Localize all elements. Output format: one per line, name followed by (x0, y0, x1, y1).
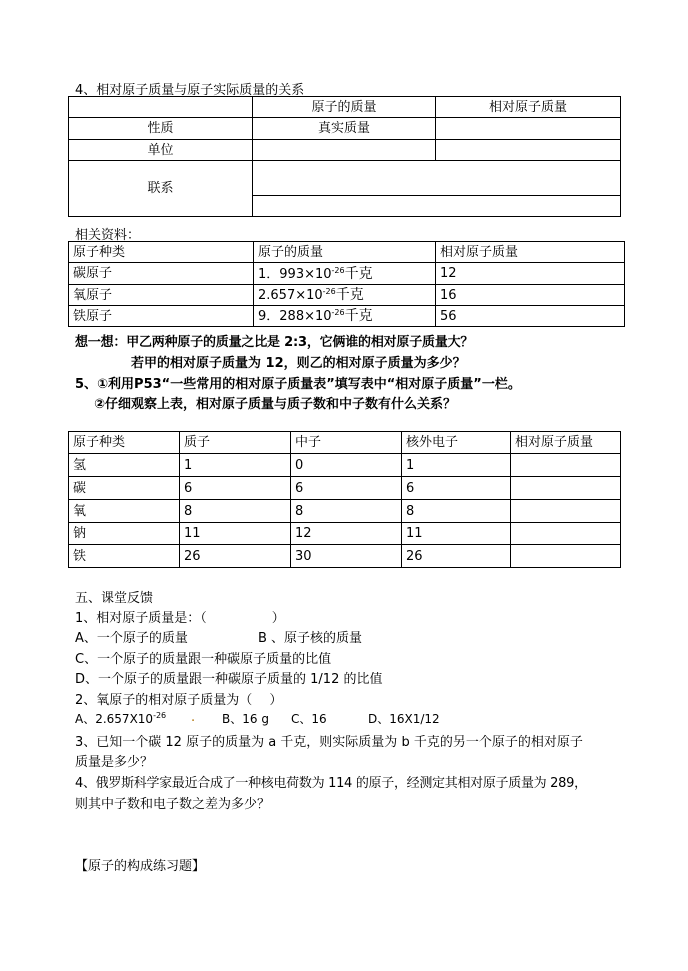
think-line2: 若甲的相对原子质量为 12，则乙的相对原子质量为多少？ (131, 356, 466, 371)
q2-option-b: B、16 g (222, 712, 269, 726)
atoms-relative-hydrogen (511, 454, 621, 477)
q3-line1: 3、已知一个碳 12 原子的质量为 a 千克，则实际质量为 b 千克的另一个原子的相对原子 (75, 735, 583, 750)
q1-option-a: A、一个原子的质量 (75, 631, 188, 646)
atoms-table (68, 431, 621, 568)
cell-property-relative (436, 118, 621, 140)
ref-relative-oxygen: 16 (436, 285, 625, 306)
atoms-kind-iron: 铁 (69, 545, 180, 568)
cell-property-mass: 真实质量 (253, 118, 436, 140)
atoms-relative-sodium (511, 523, 621, 545)
q2-dot-mark: . (191, 710, 196, 725)
atoms-kind-sodium: 钠 (69, 523, 180, 545)
atoms-relative-oxygen (511, 500, 621, 523)
section5-line2: ②仔细观察上表，相对原子质量与质子数和中子数有什么关系？ (94, 397, 457, 412)
ref-relative-iron: 56 (436, 306, 625, 327)
ref-relative-carbon: 12 (436, 263, 625, 285)
atoms-protons-carbon: 6 (180, 477, 291, 500)
atoms-header-kind: 原子种类 (69, 432, 180, 454)
atoms-header-relative: 相对原子质量 (511, 432, 621, 454)
atoms-kind-oxygen: 氧 (69, 500, 180, 523)
q1-option-c: C、一个原子的质量跟一种碳原子质量的比值 (75, 652, 332, 667)
ref-kind-oxygen: 氧原子 (69, 285, 254, 306)
atoms-header-electrons: 核外电子 (402, 432, 511, 454)
ref-title: 相关资料： (75, 228, 141, 243)
atoms-protons-hydrogen: 1 (180, 454, 291, 477)
atoms-electrons-carbon: 6 (402, 477, 511, 500)
q4-line1: 4、俄罗斯科学家最近合成了一种核电荷数为 114 的原子，经测定其相对原子质量为 289， (75, 776, 587, 791)
atoms-header-neutrons: 中子 (291, 432, 402, 454)
section4-title: 4、相对原子质量与原子实际质量的关系 (75, 83, 305, 98)
ref-kind-iron: 铁原子 (69, 306, 254, 327)
atoms-header-protons: 质子 (180, 432, 291, 454)
q2-stem: 2、氧原子的相对原子质量为（ ） (75, 693, 283, 708)
reference-table (68, 241, 625, 327)
ref-mass-iron: 9．$288\times 10^{-26}$千克 (254, 306, 436, 327)
atoms-kind-carbon: 碳 (69, 477, 180, 500)
mass-relation-table (68, 96, 621, 217)
cell-link-top (253, 161, 621, 196)
q1-stem: 1、相对原子质量是：（ ） (75, 611, 285, 626)
cell-link-bottom (253, 196, 621, 217)
exercise-heading: 【原子的构成练习题】 (75, 859, 206, 874)
q1-option-d: D、一个原子的质量跟一种碳原子质量的 1/12 的比值 (75, 672, 383, 687)
ref-header-kind: 原子种类 (69, 242, 254, 263)
q2-option-c: C、16 (291, 712, 327, 726)
feedback-title: 五、课堂反馈 (75, 591, 154, 606)
row-label-unit: 单位 (69, 140, 253, 161)
corner-cell (69, 97, 253, 118)
q1-option-b: B 、原子核的质量 (258, 631, 363, 646)
cell-unit-mass (253, 140, 436, 161)
atoms-relative-iron (511, 545, 621, 568)
atoms-neutrons-iron: 30 (291, 545, 402, 568)
ref-mass-oxygen: $2.657\times 10^{-26}$千克 (254, 285, 436, 306)
atoms-protons-iron: 26 (180, 545, 291, 568)
atoms-protons-sodium: 11 (180, 523, 291, 545)
ref-header-mass: 原子的质量 (254, 242, 436, 263)
atoms-kind-hydrogen: 氢 (69, 454, 180, 477)
think-line1: 想一想：甲乙两种原子的质量之比是 2:3，它俩谁的相对原子质量大？ (75, 335, 474, 350)
atoms-electrons-oxygen: 8 (402, 500, 511, 523)
atoms-neutrons-carbon: 6 (291, 477, 402, 500)
atoms-neutrons-sodium: 12 (291, 523, 402, 545)
atoms-electrons-iron: 26 (402, 545, 511, 568)
atoms-neutrons-oxygen: 8 (291, 500, 402, 523)
q2-option-a: A、$2.657X10^{-26}$ (75, 711, 167, 726)
q4-line2: 则其中子数和电子数之差为多少？ (75, 797, 271, 812)
ref-header-relative: 相对原子质量 (436, 242, 625, 263)
q3-line2: 质量是多少？ (75, 755, 154, 770)
atoms-neutrons-hydrogen: 0 (291, 454, 402, 477)
row-label-property: 性质 (69, 118, 253, 140)
atoms-relative-carbon (511, 477, 621, 500)
section5-line1: 5、①利用P53“一些常用的相对原子质量表”填写表中“相对原子质量”一栏。 (75, 377, 521, 392)
atoms-protons-oxygen: 8 (180, 500, 291, 523)
ref-kind-carbon: 碳原子 (69, 263, 254, 285)
header-relative-mass: 相对原子质量 (436, 97, 621, 118)
cell-unit-relative (436, 140, 621, 161)
atoms-electrons-hydrogen: 1 (402, 454, 511, 477)
atoms-electrons-sodium: 11 (402, 523, 511, 545)
header-atom-mass: 原子的质量 (253, 97, 436, 118)
row-label-link: 联系 (69, 161, 253, 217)
q2-option-d: D、16X1/12 (368, 712, 440, 726)
ref-mass-carbon: 1．$993\times 10^{-26}$千克 (254, 263, 436, 285)
